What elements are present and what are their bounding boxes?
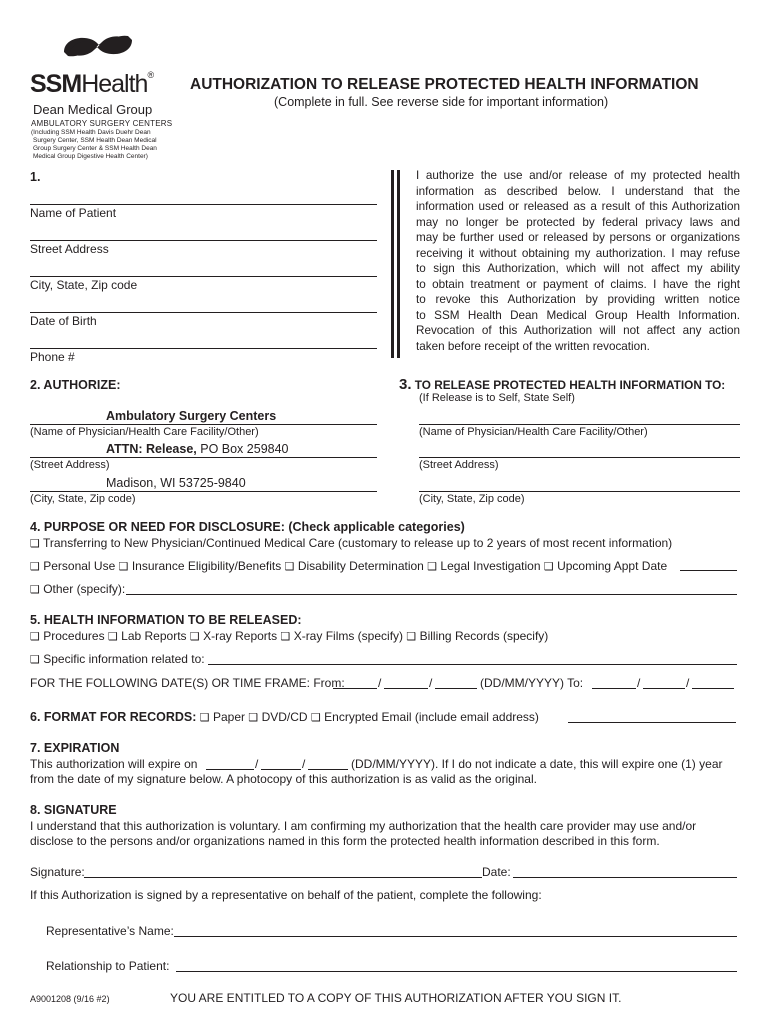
checkbox-personal-use[interactable]: ❑ — [30, 561, 40, 573]
phone-label: Phone # — [30, 350, 75, 364]
slash: / — [686, 676, 690, 690]
email-address-field[interactable] — [568, 722, 736, 723]
dob-field[interactable] — [30, 312, 377, 313]
expire-month-field[interactable] — [261, 769, 301, 770]
authorize-city-label: (City, State, Zip code) — [30, 493, 136, 505]
checkbox-billing[interactable]: ❑ — [406, 631, 417, 643]
checkbox-insurance[interactable]: ❑ — [118, 561, 129, 573]
checkbox-procedures[interactable]: ❑ — [30, 631, 40, 643]
form-subtitle: (Complete in full. See reverse side for important information) — [274, 95, 609, 109]
expire-day-field[interactable] — [206, 769, 254, 770]
relationship-field[interactable] — [176, 971, 737, 972]
section3-note: (If Release is to Self, State Self) — [419, 392, 575, 404]
form-code: A9001208 (9/16 #2) — [30, 994, 110, 1004]
dob-label: Date of Birth — [30, 314, 97, 328]
release-to-street-label: (Street Address) — [419, 459, 499, 471]
dates-prefix: FOR THE FOLLOWING DATE(S) OR TIME FRAME: From: — [30, 676, 345, 690]
authorize-facility-value: Ambulatory Surgery Centers — [106, 409, 277, 423]
checkbox-email[interactable]: ❑ — [310, 712, 321, 724]
slash: / — [429, 676, 433, 690]
ssm-logo-icon — [60, 28, 136, 64]
signature-date-field[interactable] — [513, 877, 737, 878]
city-state-zip-field[interactable] — [30, 276, 377, 277]
divider-bar — [391, 170, 394, 358]
section4-heading: 4. PURPOSE OR NEED FOR DISCLOSURE: (Check applicable categories) — [30, 520, 465, 534]
info-items: ❑ Procedures ❑ Lab Reports ❑ X-ray Reports ❑ X-ray Films (specify) ❑ Billing Records (specify) — [30, 629, 549, 643]
release-to-city-label: (City, State, Zip code) — [419, 493, 525, 505]
slash: / — [255, 757, 259, 771]
signature-statement-2: disclose to the persons and/or organizations named in this form the protected health information described in this form. — [30, 834, 660, 848]
section1-number: 1. — [30, 170, 41, 184]
expiration-line2: from the date of my signature below. A photocopy of this authorization is as valid as the original. — [30, 772, 537, 786]
slash: / — [378, 676, 382, 690]
copy-notice: YOU ARE ENTITLED TO A COPY OF THIS AUTHORIZATION AFTER YOU SIGN IT. — [170, 991, 622, 1005]
section8-heading: 8. SIGNATURE — [30, 803, 117, 817]
slash: / — [302, 757, 306, 771]
upcoming-appt-date-field[interactable] — [680, 570, 737, 571]
patient-name-label: Name of Patient — [30, 206, 117, 220]
checkbox-legal[interactable]: ❑ — [427, 561, 438, 573]
date-label: Date: — [482, 865, 511, 879]
to-year-field[interactable] — [692, 688, 734, 689]
brand-includes-2: Surgery Center, SSM Health Dean Medical — [33, 137, 157, 144]
section7-heading: 7. EXPIRATION — [30, 741, 120, 755]
purpose-transfer: ❑ Transferring to New Physician/Continued Medical Care (customary to release up to 2 years of most recent information) — [30, 536, 673, 550]
section3-heading: 3. TO RELEASE PROTECTED HEALTH INFORMATION TO: — [399, 376, 726, 393]
expire-year-field[interactable] — [308, 769, 348, 770]
dates-format: (DD/MM/YYYY) To: — [480, 676, 584, 690]
from-year-field[interactable] — [435, 688, 477, 689]
checkbox-xray-films[interactable]: ❑ — [280, 631, 291, 643]
from-day-field[interactable] — [333, 688, 377, 689]
to-month-field[interactable] — [643, 688, 685, 689]
release-to-street-field[interactable] — [419, 457, 740, 458]
signature-label: Signature: — [30, 865, 85, 879]
authorize-city-value: Madison, WI 53725-9840 — [106, 476, 246, 490]
expiration-line1b: (DD/MM/YYYY). If I do not indicate a date, this will expire one (1) year — [351, 757, 723, 771]
release-to-city-field[interactable] — [419, 491, 740, 492]
signature-statement-1: I understand that this authorization is voluntary. I am confirming my authorization that the health care provider may use and/or — [30, 819, 697, 833]
section6-heading: 6. FORMAT FOR RECORDS: — [30, 710, 197, 724]
purpose-other: ❑ Other (specify): — [30, 582, 126, 596]
section5-heading: 5. HEALTH INFORMATION TO BE RELEASED: — [30, 613, 302, 627]
brand-includes-3: Group Surgery Center & SSM Health Dean — [33, 145, 157, 152]
other-specify-field[interactable] — [126, 594, 737, 595]
street-address-label: Street Address — [30, 242, 109, 256]
purpose-row2: ❑ Personal Use ❑ Insurance Eligibility/Benefits ❑ Disability Determination ❑ Legal Investigation ❑ Upcoming Appt Date — [30, 559, 668, 573]
release-to-facility-label: (Name of Physician/Health Care Facility/Other) — [419, 426, 648, 438]
brand-includes-4: Medical Group Digestive Health Center) — [33, 153, 148, 160]
section6-row: 6. FORMAT FOR RECORDS: ❑ Paper ❑ DVD/CD ❑ Encrypted Email (include email address) — [30, 710, 539, 724]
rep-name-field[interactable] — [174, 936, 737, 937]
city-state-zip-label: City, State, Zip code — [30, 278, 138, 292]
authorize-facility-field[interactable] — [30, 424, 377, 425]
brand-group: Dean Medical Group — [33, 102, 153, 117]
checkbox-paper[interactable]: ❑ — [199, 712, 210, 724]
signature-field[interactable] — [84, 877, 482, 878]
rep-name-label: Representative’s Name: — [46, 924, 174, 938]
checkbox-upcoming-appt[interactable]: ❑ — [543, 561, 554, 573]
street-address-field[interactable] — [30, 240, 377, 241]
checkbox-transfer[interactable]: ❑ — [30, 538, 40, 550]
release-to-facility-field[interactable] — [419, 424, 740, 425]
checkbox-dvd[interactable]: ❑ — [248, 712, 259, 724]
to-day-field[interactable] — [592, 688, 636, 689]
form-title: AUTHORIZATION TO RELEASE PROTECTED HEALTH INFORMATION — [190, 76, 699, 93]
authorize-city-field[interactable] — [30, 491, 377, 492]
brand-name: SSMHealth® — [30, 70, 154, 98]
authorize-street-field[interactable] — [30, 457, 377, 458]
authorize-street-value: ATTN: Release, PO Box 259840 — [106, 442, 289, 456]
relationship-label: Relationship to Patient: — [46, 959, 170, 973]
checkbox-disability[interactable]: ❑ — [284, 561, 295, 573]
checkbox-specific[interactable]: ❑ — [30, 654, 40, 666]
expiration-line1a: This authorization will expire on — [30, 757, 198, 771]
checkbox-other[interactable]: ❑ — [30, 584, 40, 596]
slash: / — [637, 676, 641, 690]
brand-division: AMBULATORY SURGERY CENTERS — [31, 119, 173, 128]
phone-field[interactable] — [30, 348, 377, 349]
authorization-statement: I authorize the use and/or release of my protected health information as described below. I understand that the information used or released as a result of this Authorization may no longer be protected by federal privacy laws and may be further used or released by persons or organizations receiving it without obtaining my authorization. I may refuse to sign this Authorization, which will not affect my ability to obtain treatment or payment of claims. I have the right to revoke this Authorization by providing written notice to SSM Health Dean Medical Group Health Information. Revocation of this Authorization will not affect any action taken before receipt of the written revocation. — [416, 169, 740, 353]
specific-info-field[interactable] — [208, 664, 737, 665]
patient-name-field[interactable] — [30, 204, 377, 205]
representative-note: If this Authorization is signed by a representative on behalf of the patient, complete the following: — [30, 888, 542, 902]
section2-heading: 2. AUTHORIZE: — [30, 378, 121, 392]
authorize-facility-label: (Name of Physician/Health Care Facility/Other) — [30, 426, 259, 438]
authorize-street-label: (Street Address) — [30, 459, 110, 471]
divider-bar — [397, 170, 400, 358]
from-month-field[interactable] — [384, 688, 428, 689]
brand-includes-1: (Including SSM Health Davis Duehr Dean — [31, 129, 151, 136]
checkbox-lab-reports[interactable]: ❑ — [107, 631, 118, 643]
checkbox-xray-reports[interactable]: ❑ — [189, 631, 200, 643]
specific-info: ❑ Specific information related to: — [30, 652, 205, 666]
